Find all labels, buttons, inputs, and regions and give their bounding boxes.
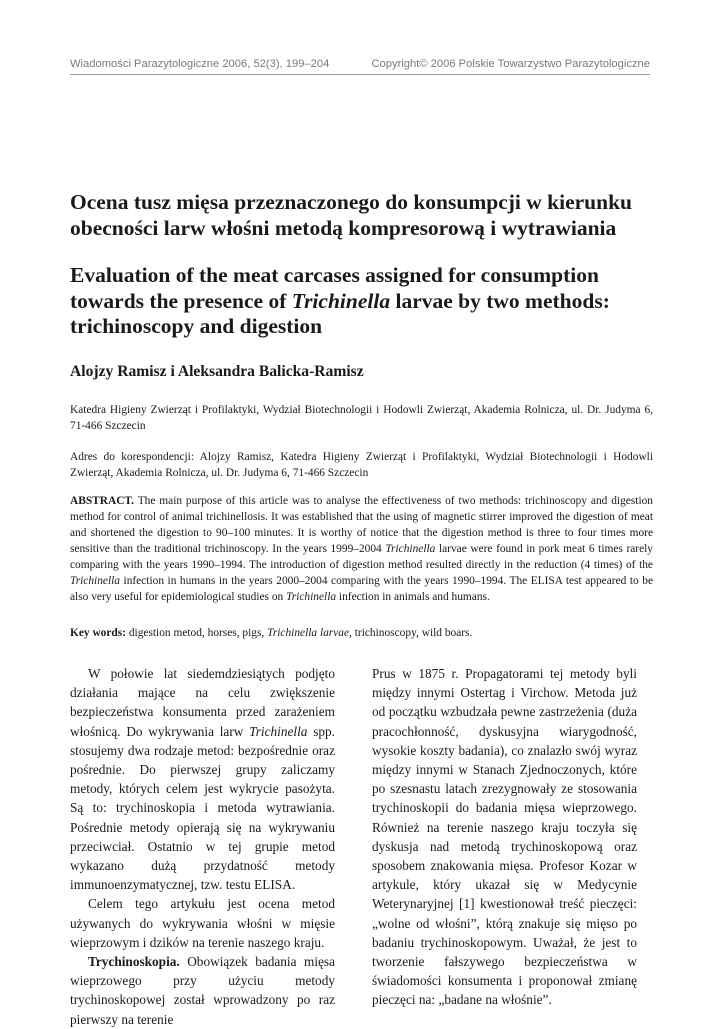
- title-polish-line1: Ocena tusz mięsa przeznaczonego do konsumpcji w kierunku: [70, 190, 632, 214]
- abstract-italic2: Trichinella: [70, 575, 120, 587]
- body-left-p3: Obowiązek badania mięsa wieprzowego przy użyciu metody trychinoskopowej został wprowadzony po raz pierwszy na terenie: [70, 954, 335, 1027]
- affiliation: Katedra Higieny Zwierząt i Profilaktyki, Wydział Biotechnologii i Hodowli Zwierząt, Akademia Rolnicza, ul. Dr. Judyma 6, 71-466 Szczecin: [70, 404, 653, 432]
- section-heading-trichinoscopy: Trychinoskopia.: [88, 954, 180, 970]
- title-polish: [70, 190, 670, 241]
- abstract-italic3: Trichinella: [286, 591, 337, 603]
- title-english-italic: Trichinella: [291, 288, 391, 313]
- abstract-text3: infection in humans in the years 2000–2004 comparing with the years 1990–1994. The ELISA test appeared to be also very useful for epidemiological studies on: [70, 575, 653, 603]
- body-paragraph: Celem tego artykułu jest ocena metod używanych do wykrywania włośni w mięsie wieprzowym i dzików na terenie naszego kraju.: [70, 896, 335, 950]
- abstract-text1: The main purpose of this article was to analyse the effectiveness of two methods: trichinoscopy and digestion method for control of animal trichinellosis. It was established that the using of magnetic stirrer improved the digestion of meat and shortened the digestion to 90–100 minutes. It is worthy of notice that the digestion method is three to four times more sensitive than the traditional trichinoscopy. In the years 1999–2004: [70, 495, 653, 555]
- keywords-italic: Trichinella larvae: [267, 627, 350, 639]
- journal-citation: Wiadomości Parazytologiczne 2006, 52(3), 199–204: [70, 58, 330, 70]
- title-english-part2: towards the presence of: [70, 288, 292, 313]
- keywords-text2: , trichinoscopy, wild boars.: [349, 627, 473, 639]
- title-english: [70, 263, 670, 340]
- abstract-label: ABSTRACT.: [70, 495, 135, 507]
- body-column-right: [372, 664, 637, 1010]
- body-left-p1b: spp. stosujemy dwa rodzaje metod: bezpośrednie oraz pośrednie. Do pierwszej grupy zaliczamy metody, których celem jest wykrycie pasożyta. Są to: trychinoskopia i metoda wytrawiania. Pośrednie metody opierają się na wykrywaniu przeciwciał. Ostatnio w tej grupie metod wykazano dużą przydatność metody immunoenzymatycznej, tzw. testu ELISA.: [70, 723, 335, 893]
- abstract-text2: larvae were found in pork meat 6 times rarely comparing with the years 1990–1994. The introduction of digestion method resulted directly in the reduction (4 times) of the: [70, 543, 653, 571]
- abstract-italic1: Trichinella: [385, 543, 436, 555]
- authors: Alojzy Ramisz i Aleksandra Balicka-Ramisz: [70, 363, 364, 380]
- abstract-text4: infection in animals and humans.: [336, 591, 490, 603]
- title-english-part3: larvae by two methods:: [390, 288, 610, 313]
- body-column-left: [70, 664, 335, 1029]
- body-left-p1-italic: Trichinella: [249, 723, 308, 739]
- keywords-text1: digestion metod, horses, pigs,: [126, 627, 268, 639]
- body-paragraph: [70, 664, 335, 894]
- correspondence-address: Adres do korespondencji: Alojzy Ramisz, Katedra Higieny Zwierząt i Profilaktyki, Wydział Biotechnologii i Hodowli Zwierząt, Akademia Rolnicza, ul. Dr. Judyma 6, 71-466 Szczecin: [70, 451, 653, 479]
- body-paragraph: [70, 952, 335, 1029]
- copyright-notice: Copyright© 2006 Polskie Towarzystwo Parazytologiczne: [371, 58, 650, 70]
- title-polish-line2: obecności larw włośni metodą kompresorową i wytrawiania: [70, 215, 617, 240]
- header-rule: [70, 74, 650, 75]
- title-english-part1: Evaluation of the meat carcases assigned for consumption: [70, 263, 599, 287]
- keywords-label: Key words:: [70, 627, 126, 639]
- title-english-part4: trichinoscopy and digestion: [70, 314, 323, 338]
- body-left-p1a: W połowie lat siedemdziesiątych podjęto działania mające na celu zwiększenie bezpieczeństwa konsumenta przed zarażeniem włośnicą. Do wykrywania larw: [70, 666, 335, 739]
- body-paragraph: Prus w 1875 r. Propagatorami tej metody byli między innymi Ostertag i Virchow. Metoda już od początku wzbudzała pewne zastrzeżenia (duża pracochłonność, dyskusyjna wiarygodność, wysokie koszty badania), co znalazło swój wyraz między innymi w Stanach Zjednoczonych, które po szesnastu latach zrezygnowały ze stosowania trychinoskopii do badania mięsa wieprzowego. Również na terenie naszego kraju toczyła się dyskusja nad metodą trychinoskopową oraz sposobem znakowania mięsa. Profesor Kozar w artykule, który ukazał się w Medycynie Weterynaryjnej [1] kwestionował treść pieczęci: „wolne od włośni”, którą znakuje się mięso po badaniu trychinoskopowym. Uważał, że jest to tworzenie fałszywego bezpieczeństwa w świadomości konsumenta i proponował zmianę pieczęci na: „badane na włośnie”.: [372, 666, 637, 1008]
- keywords: [70, 625, 653, 641]
- abstract: [70, 493, 653, 605]
